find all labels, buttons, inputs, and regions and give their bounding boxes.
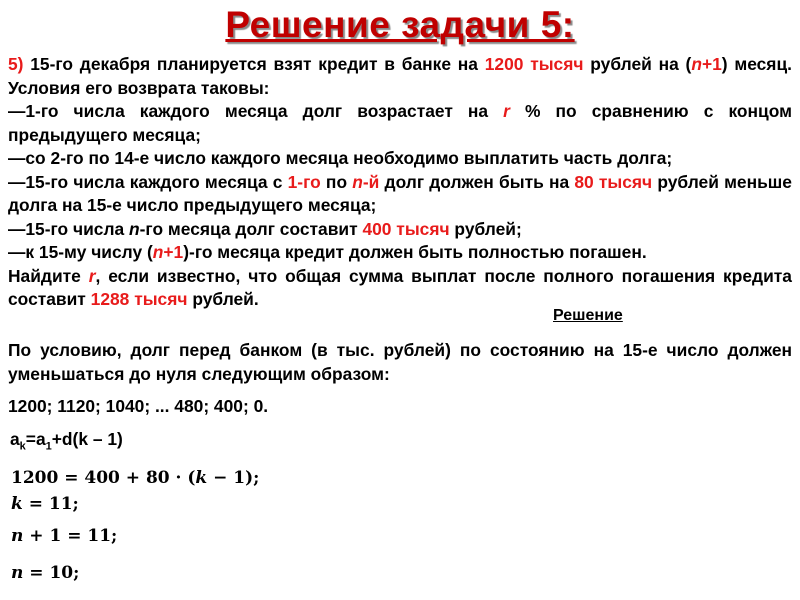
- text-span: 15-го декабря планируется взят кредит в банке на: [23, 54, 485, 74]
- text-span: , если известно, что общая сумма выплат после полного погашения кредита составит: [8, 265, 792, 309]
- condition-decrease: [8, 171, 792, 218]
- text-span: = 10;: [23, 563, 80, 583]
- equation-1: [11, 468, 259, 488]
- solution-condition: По условию, долг перед банком (в тыс. рублей) по состоянию на 15-е число должен уменьшаться до нуля следующим образом:: [8, 340, 792, 384]
- var-r: r: [88, 265, 96, 286]
- text-span: -го месяца долг составит: [139, 218, 363, 239]
- text-span: рублей меньше долга на 15-е число предыдущего месяца;: [8, 171, 792, 215]
- var-n: n: [691, 54, 702, 74]
- text-span: —1-го числа каждого месяца долг возрастает на: [8, 101, 504, 121]
- text-span: =a: [25, 429, 46, 449]
- loan-amount: 1200 тысяч: [484, 54, 584, 74]
- text-span: 1200 = 400 + 80 · (: [11, 468, 196, 488]
- text-span: долг должен быть на: [379, 171, 575, 192]
- var-n: n: [352, 171, 363, 192]
- progression-formula: [10, 429, 123, 452]
- decrease-amount: 80 тысяч: [574, 171, 653, 192]
- text-span: % по сравнению с концом предыдущего месяца;: [8, 101, 792, 145]
- debt-sequence: 1200; 1120; 1040; ... 480; 400; 0.: [8, 396, 269, 416]
- equation-2: [11, 494, 79, 514]
- plus-one: +1: [701, 54, 722, 74]
- condition-nth-month: [8, 218, 792, 242]
- text-span: )-го месяца кредит должен быть полностью погашен.: [183, 242, 647, 262]
- condition-payment: —со 2-го по 14-е число каждого месяца необходимо выплатить часть долга;: [8, 148, 673, 168]
- first-month: 1-го: [287, 171, 321, 192]
- slide-title: Решение задачи 5:: [225, 4, 575, 45]
- var-k: k: [195, 468, 208, 488]
- total-payment: 1288 тысяч: [90, 289, 188, 309]
- var-n: n: [11, 563, 24, 583]
- var-r: r: [503, 101, 510, 121]
- text-span: по: [320, 171, 353, 192]
- text-span: +d(k – 1): [51, 429, 123, 449]
- solution-heading: Решение: [553, 307, 623, 324]
- text-span: a: [10, 429, 20, 449]
- text-span: Найдите: [8, 265, 89, 286]
- problem-statement: [8, 53, 792, 312]
- text-span: рублей;: [449, 218, 522, 239]
- var-n: n: [129, 218, 140, 239]
- text-span: ) месяц. Условия его возврата таковы:: [8, 54, 792, 98]
- text-span: —15-го числа каждого месяца с: [8, 171, 288, 192]
- plus-one: +1: [163, 242, 184, 262]
- equation-3: [11, 526, 117, 546]
- problem-number: 5): [8, 54, 24, 74]
- condition-final: [8, 241, 792, 265]
- subscript: 1: [45, 440, 52, 453]
- var-n: n: [11, 526, 24, 546]
- text-span: —к 15-му числу (: [8, 242, 153, 262]
- var-k: k: [11, 494, 23, 514]
- debt-amount: 400 тысяч: [362, 218, 450, 239]
- text-span: рублей.: [187, 289, 259, 309]
- condition-interest: [8, 100, 792, 147]
- nth-suffix: -й: [362, 171, 380, 192]
- subscript: k: [19, 440, 26, 453]
- text-span: − 1);: [207, 468, 260, 488]
- text-span: = 11;: [22, 494, 79, 514]
- var-n: n: [152, 242, 164, 262]
- problem-intro: [8, 53, 792, 100]
- text-span: —15-го числа: [8, 218, 130, 239]
- text-span: рублей на (: [583, 54, 692, 74]
- equation-4: [11, 563, 79, 583]
- text-span: + 1 = 11;: [23, 526, 118, 546]
- question: [8, 265, 792, 312]
